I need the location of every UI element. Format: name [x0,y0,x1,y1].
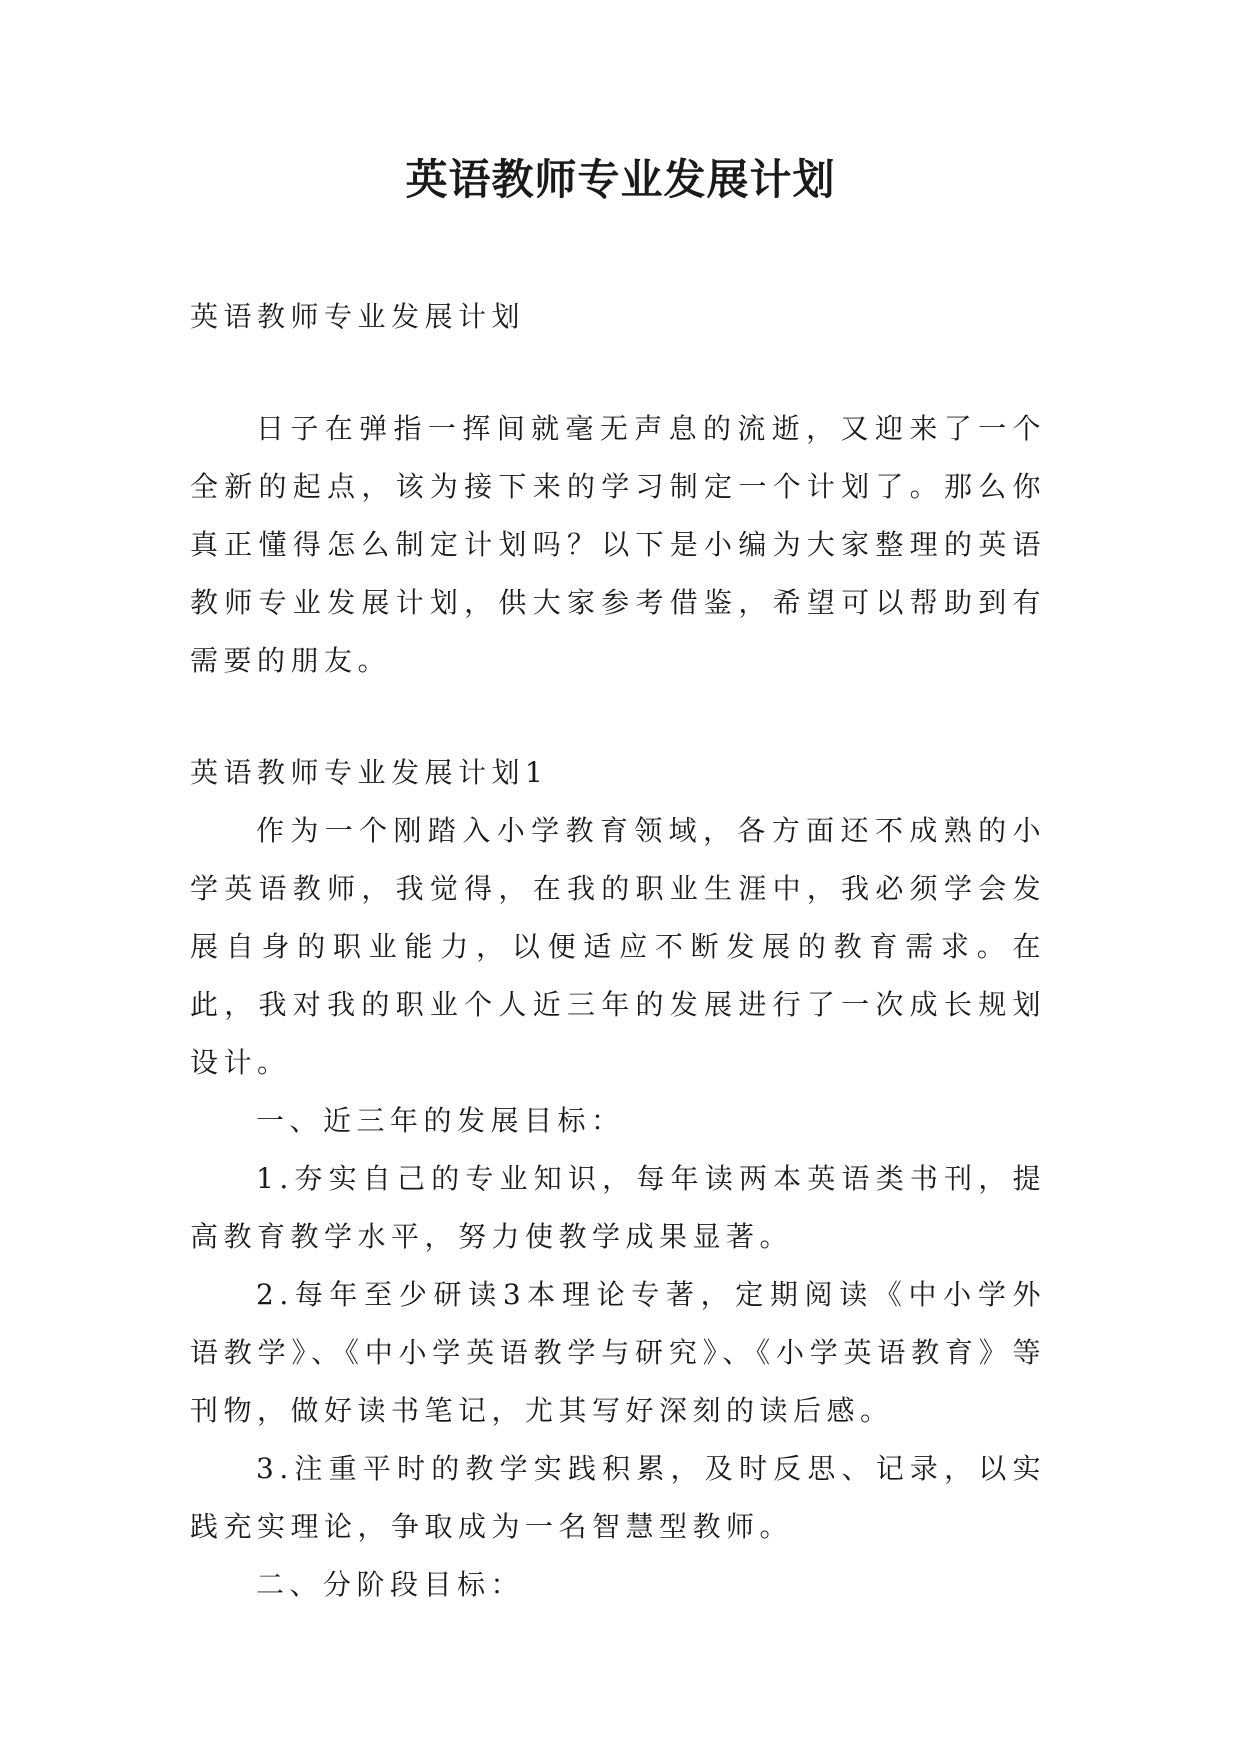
list-item: 3.注重平时的教学实践积累，及时反思、记录，以实践充实理论，争取成为一名智慧型教师。 [190,1452,1046,1543]
list-item: 2.每年至少研读3本理论专著，定期阅读《中小学外语教学》、《中小学英语教学与研究》、《小学英语教育》等刊物，做好读书笔记，尤其写好深刻的读后感。 [190,1278,1046,1427]
document-body [190,288,1046,1614]
body-paragraph: 作为一个刚踏入小学教育领域，各方面还不成熟的小学英语教师，我觉得，在我的职业生涯中，我必须学会发展自身的职业能力，以便适应不断发展的教育需求。在此，我对我的职业个人近三年的发展进行了一次成长规划设计。 [190,814,1046,1079]
page-title: 英语教师专业发展计划 [405,155,836,204]
subtitle-paragraph: 英语教师专业发展计划 [190,300,526,333]
section-heading: 英语教师专业发展计划1 [190,756,549,789]
intro-paragraph: 日子在弹指一挥间就毫无声息的流逝，又迎来了一个全新的起点，该为接下来的学习制定一个计划了。那么你真正懂得怎么制定计划吗？以下是小编为大家整理的英语教师专业发展计划，供大家参考借鉴，希望可以帮助到有需要的朋友。 [190,412,1046,677]
list-heading: 二、分阶段目标： [256,1568,525,1601]
list-heading: 一、近三年的发展目标： [256,1104,625,1137]
list-item: 1.夯实自己的专业知识，每年读两本英语类书刊，提高教育教学水平，努力使教学成果显著。 [190,1162,1046,1253]
